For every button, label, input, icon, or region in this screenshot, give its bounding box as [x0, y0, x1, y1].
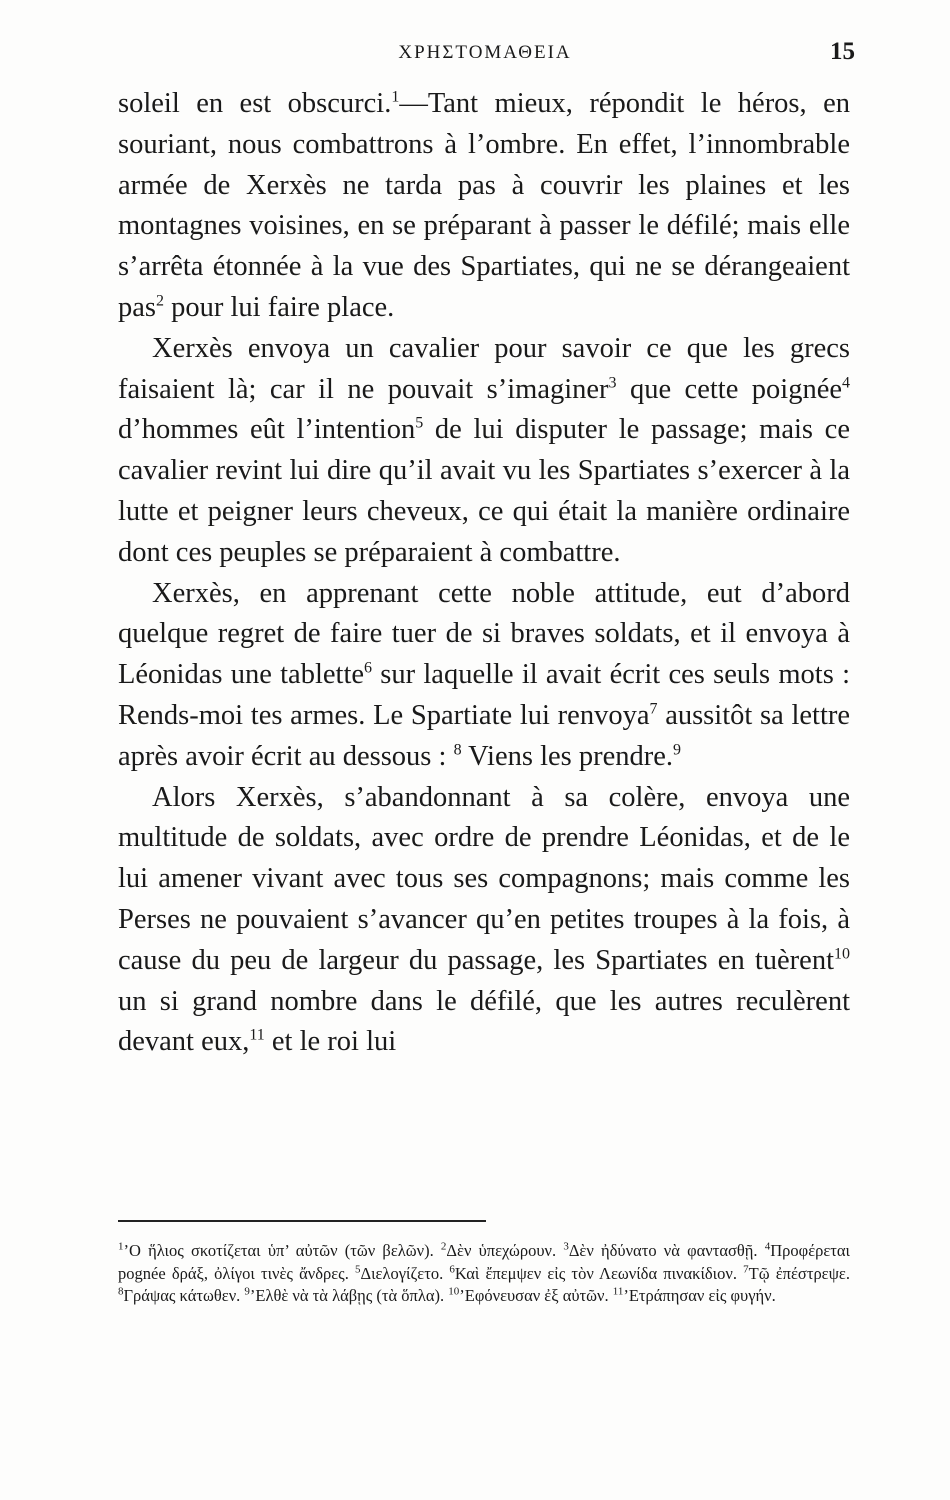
- footnote-number: 1: [118, 1240, 124, 1253]
- text-run: sur laquelle il avait écrit ces seuls mots : Rends-moi tes armes. Le Spartiate lui renvoya: [118, 659, 850, 731]
- text-run: que cette poignée: [616, 373, 842, 405]
- footnote-ref: 1: [391, 88, 400, 106]
- footnote-number: 7: [743, 1263, 749, 1275]
- footnote-text: Γράψας κάτωθεν.: [123, 1286, 245, 1305]
- footnote-ref: 4: [842, 374, 850, 392]
- footnote-text: Καὶ ἔπεμψεν εἰς τὸν Λεωνίδα πινακίδιον.: [454, 1263, 744, 1283]
- text-run: pour lui faire place.: [164, 291, 395, 323]
- text-run: Xerxès, en apprenant cette noble attitude, eut d’abord quelque regret de faire tuer de si braves soldats, et il envoya à Léonidas une tablette: [118, 577, 850, 691]
- paragraph: [118, 84, 850, 329]
- footnote-ref: 10: [834, 945, 850, 963]
- text-run: aussitôt sa lettre après avoir écrit au dessous :: [118, 699, 851, 772]
- text-run: Xerxès envoya un cavalier pour savoir ce que les grecs faisaient là; car il ne pouvait s’imaginer: [118, 332, 850, 405]
- running-head: [115, 38, 855, 68]
- footnote-rule: [118, 1220, 486, 1222]
- footnote-text: Διελογίζετο.: [360, 1263, 450, 1283]
- footnote-ref: 5: [415, 414, 424, 432]
- footnote-number: 8: [118, 1285, 124, 1298]
- text-run: Alors Xerxès, s’abandonnant à sa colère, envoya une multitude de soldats, avec ordre de prendre Léonidas, et de le lui amener vivant avec tous ses compagnons; mais comme les Perses ne pouvaient s’avancer qu’en petites troupes à la fois, à cause du peu de largeur du passage, les Spartiates en tuèrent: [118, 781, 850, 976]
- footnote-number: 6: [449, 1263, 455, 1275]
- text-run: soleil en est obscurci.: [118, 88, 392, 119]
- footnote-text: Προφέρεται pognée δράξ, ὀλίγοι τινὲς ἄνδρες.: [118, 1241, 850, 1283]
- footnote-number: 9: [244, 1285, 250, 1298]
- paragraph: [118, 778, 850, 1064]
- footnote-ref: 8: [453, 741, 462, 759]
- footnote-number: 5: [354, 1263, 361, 1275]
- text-run: —Tant mieux, répondit le héros, en souriant, nous combattrons à l’ombre. En effet, l’innombrable armée de Xerxès ne tarda pas à couvrir les plaines et les montagnes voisines, en se préparant à passer le défilé; mais elle s’arrêta étonnée à la vue des Spartiates, qui ne se dérangeaient pas: [118, 88, 850, 323]
- footnotes: [118, 1240, 850, 1308]
- footnote-text: Τῷ ἐπέστρεψε.: [748, 1263, 850, 1283]
- footnote-text: ’Ο ἥλιος σκοτίζεται ὑπ’ αὐτῶν (τῶν βελῶν).: [123, 1241, 441, 1260]
- paragraph: [118, 574, 850, 778]
- body-text: [118, 84, 850, 1063]
- footnote-ref: 2: [156, 292, 164, 310]
- footnote-text: ’Εφόνευσαν ἐξ αὐτῶν.: [459, 1286, 613, 1305]
- paragraph: [118, 329, 850, 574]
- footnote-ref: 3: [608, 374, 617, 392]
- text-run: un si grand nombre dans le défilé, que les autres reculèrent devant eux,: [118, 985, 850, 1058]
- footnote-block: [118, 1240, 850, 1308]
- footnote-number: 10: [448, 1285, 460, 1298]
- footnote-ref: 11: [249, 1026, 265, 1044]
- text-run: et le roi lui: [264, 1026, 397, 1058]
- footnote-ref: 7: [649, 700, 658, 718]
- footnote-number: 3: [563, 1240, 569, 1253]
- footnote-ref: 6: [364, 659, 373, 677]
- footnote-number: 2: [440, 1240, 447, 1253]
- footnote-number: 11: [612, 1285, 624, 1298]
- footnote-text: ’Ελθὲ νὰ τὰ λάβῃς (τὰ ὅπλα).: [249, 1286, 449, 1305]
- footnote-ref: 9: [673, 741, 682, 759]
- running-title: ΧΡΗΣΤΟΜΑΘΕΙΑ: [398, 42, 572, 63]
- text-run: de lui disputer le passage; mais ce cavalier revint lui dire qu’il avait vu les Spartiates s’exercer à la lutte et peigner leurs cheveux, ce qui était la manière ordinaire dont ces peuples se préparaient à combattre.: [118, 414, 850, 568]
- text-run: Viens les prendre.: [461, 740, 674, 772]
- footnote-text: Δὲν ὑπεχώρουν.: [446, 1241, 564, 1260]
- footnote-text: ’Ετράπησαν εἰς φυγήν.: [623, 1286, 776, 1305]
- text-run: d’hommes eût l’intention: [118, 414, 416, 446]
- footnote-number: 4: [764, 1240, 771, 1253]
- footnote-text: Δὲν ἠδύνατο νὰ φαντασθῇ.: [568, 1241, 765, 1260]
- page-number: 15: [830, 38, 855, 65]
